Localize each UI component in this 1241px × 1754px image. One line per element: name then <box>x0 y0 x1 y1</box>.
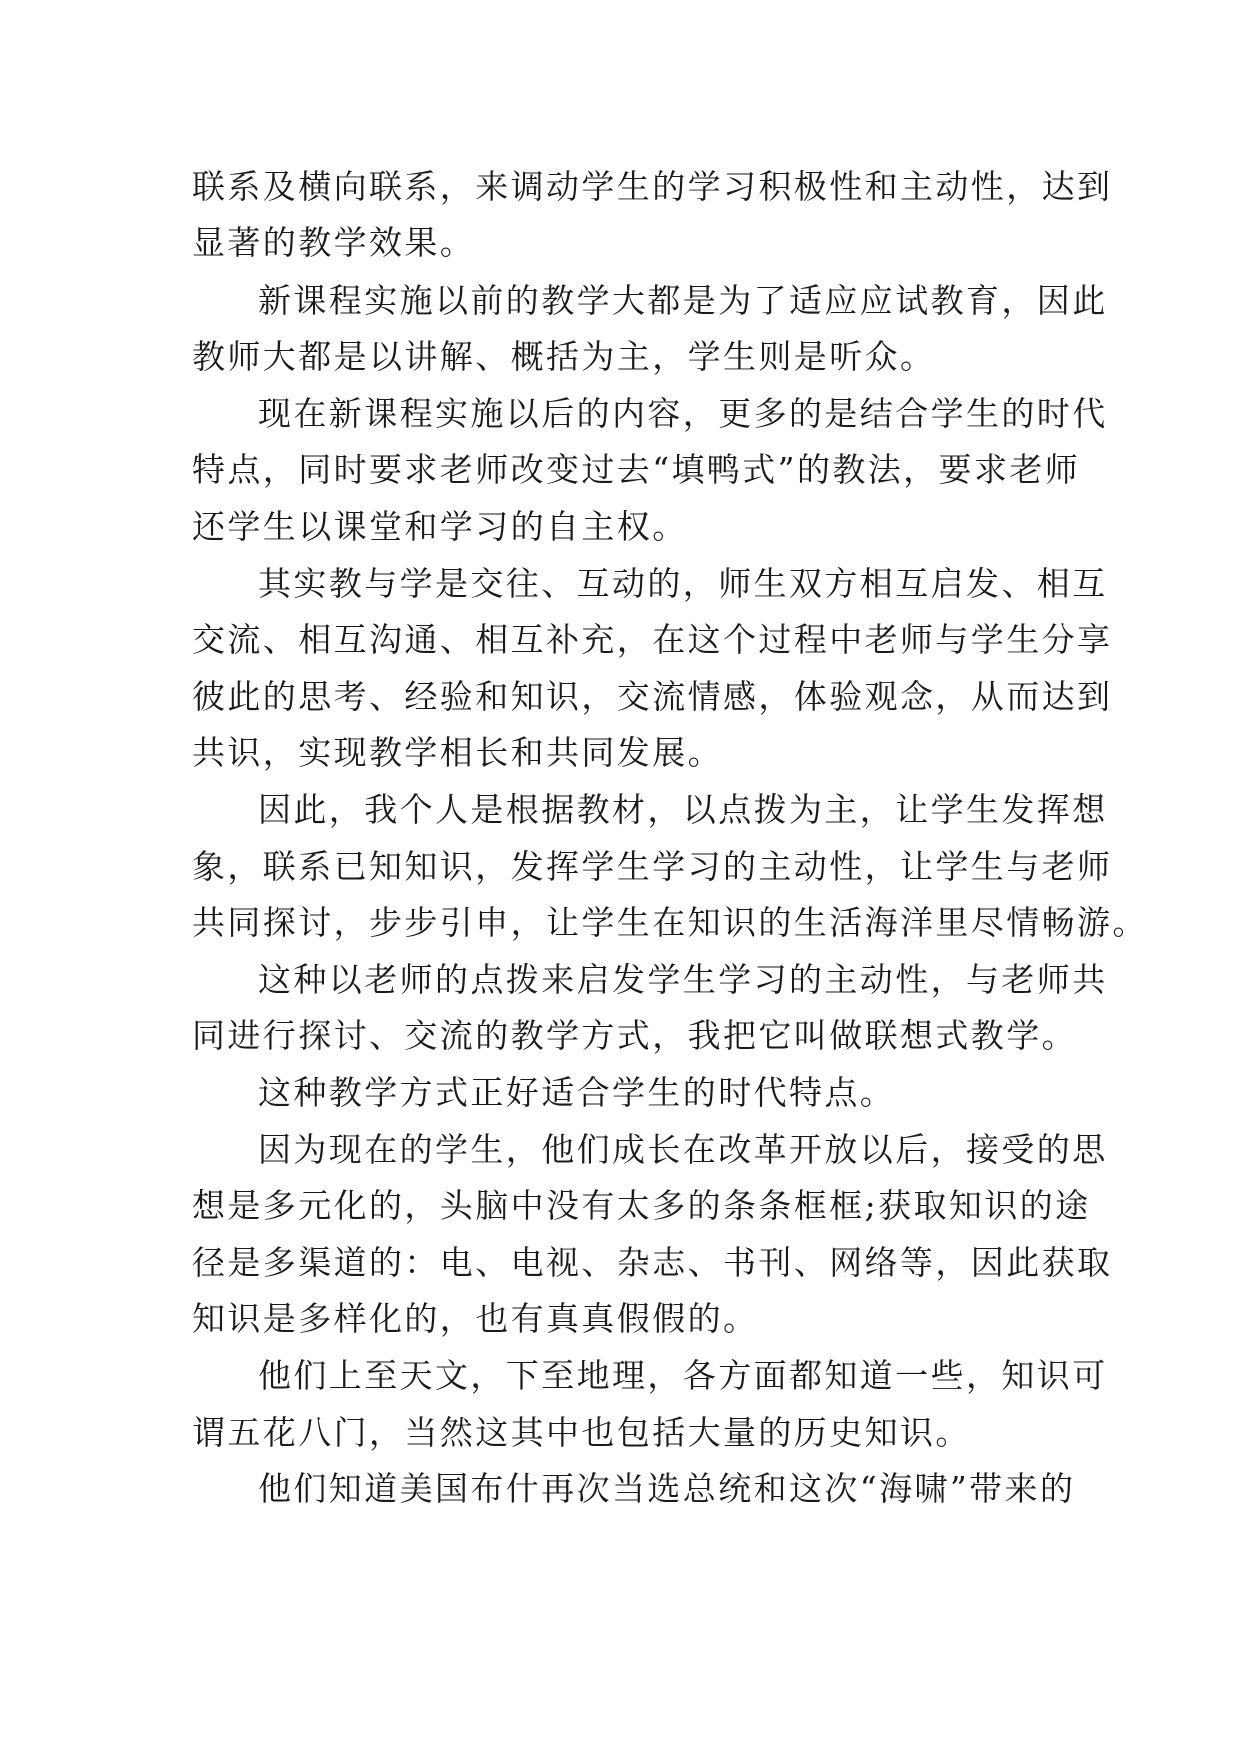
text-line: 还学生以课堂和学习的自主权。 <box>192 507 688 546</box>
paragraph-first-line: 新课程实施以前的教学大都是为了适应应试教育，因此 <box>258 281 1108 320</box>
text-line: 彼此的思考、经验和知识，交流情感，体验观念，从而达到 <box>192 677 1113 716</box>
text-line: 特点，同时要求老师改变过去“填鸭式”的教法，要求老师 <box>192 450 1081 489</box>
paragraph-first-line: 因此，我个人是根据教材，以点拨为主，让学生发挥想 <box>258 790 1108 829</box>
text-line: 联系及横向联系，来调动学生的学习积极性和主动性，达到 <box>192 167 1113 206</box>
text-line: 径是多渠道的：电、电视、杂志、书刊、网络等，因此获取 <box>192 1243 1113 1282</box>
text-line: 交流、相互沟通、相互补充，在这个过程中老师与学生分享 <box>192 620 1113 659</box>
paragraph-first-line: 这种教学方式正好适合学生的时代特点。 <box>258 1073 896 1112</box>
paragraph-first-line: 现在新课程实施以后的内容，更多的是结合学生的时代 <box>258 394 1108 433</box>
paragraph-first-line: 因为现在的学生，他们成长在改革开放以后，接受的思 <box>258 1130 1108 1169</box>
text-line: 共同探讨，步步引申，让学生在知识的生活海洋里尽情畅游。 <box>192 903 1148 942</box>
paragraph-first-line: 其实教与学是交往、互动的，师生双方相互启发、相互 <box>258 564 1108 603</box>
text-line: 谓五花八门，当然这其中也包括大量的历史知识。 <box>192 1413 971 1452</box>
text-line: 共识，实现教学相长和共同发展。 <box>192 733 723 772</box>
paragraph-first-line: 他们上至天文，下至地理，各方面都知道一些，知识可 <box>258 1356 1108 1395</box>
text-line: 教师大都是以讲解、概括为主，学生则是听众。 <box>192 337 936 376</box>
paragraph-first-line: 他们知道美国布什再次当选总统和这次“海啸”带来的 <box>258 1469 1076 1508</box>
text-line: 同进行探讨、交流的教学方式，我把它叫做联想式教学。 <box>192 1016 1077 1055</box>
text-line: 显著的教学效果。 <box>192 223 476 262</box>
text-line: 象，联系已知知识，发挥学生学习的主动性，让学生与老师 <box>192 847 1113 886</box>
text-line: 想是多元化的，头脑中没有太多的条条框框;获取知识的途 <box>192 1186 1091 1225</box>
paragraph-first-line: 这种以老师的点拨来启发学生学习的主动性，与老师共 <box>258 960 1108 999</box>
text-line: 知识是多样化的，也有真真假假的。 <box>192 1299 759 1338</box>
